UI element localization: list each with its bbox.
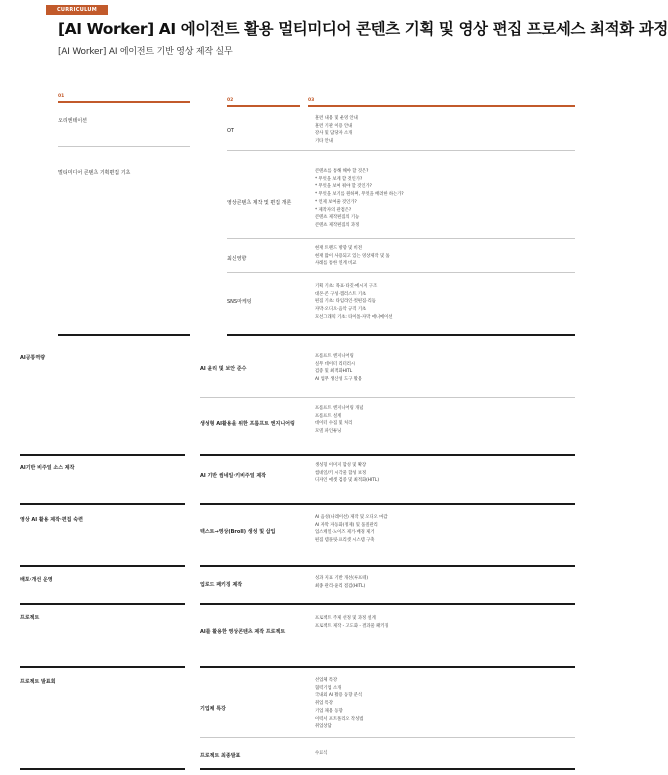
- unit-upload-packaging: 업로드 패키징 제작: [200, 582, 243, 588]
- unit-ai-video-project-details: 프로젝트 주제 선정 및 과정 설계 프로젝트 제작 - 고도화 - 결과물 패키징: [315, 616, 389, 629]
- column-number-1: 01: [58, 94, 65, 99]
- divider: [227, 272, 575, 273]
- section-divider: [227, 334, 575, 336]
- unit-video-editing-intro-details: 콘텐츠를 통해 해야 할 것은? * 무엇을 보게 할 것인가? * 무엇을 보여 줘야 할 것인가? * 무엇을 보기를 원하며, 무엇을 배려한 하는가? * 언제 보여줄 것인가? * 제작자의 관점은? 콘텐츠 제작편집의 기능 콘텐츠 제작편집의 과정: [315, 169, 404, 228]
- column-number-2: 02: [227, 98, 234, 103]
- section-divider: [200, 454, 575, 456]
- unit-final-presentation-details: 수료식: [315, 751, 328, 756]
- section-divider: [200, 603, 575, 605]
- unit-final-presentation: 프로젝트 최종발표: [200, 753, 241, 759]
- unit-ai-ethics: AI 윤리 및 보안 준수: [200, 366, 247, 372]
- module-orientation: 오리엔테이션: [58, 118, 87, 124]
- unit-ai-ethics-details: 프롬프트 엔지니어링 실무 데이터 리터러시 검증 및 최적화HITL AI 업무 생산성 도구 활용: [315, 354, 363, 383]
- unit-text-to-video: 텍스트→영상(Broll) 생성 및 삽입: [200, 529, 276, 535]
- page-subtitle: [AI Worker] AI 에이전트 기반 영상 제작 실무: [58, 47, 233, 57]
- module-multimedia-basics: 멀티미디어 콘텐츠 기획편집 기초: [58, 170, 131, 176]
- module-project-presentation: 프로젝트 발표회: [20, 679, 56, 685]
- section-divider: [20, 565, 185, 567]
- module-ai-visual-source: AI기반 비주얼 소스 제작: [20, 465, 75, 471]
- section-divider: [20, 503, 185, 505]
- unit-video-editing-intro: 영상콘텐츠 제작 및 편집 개론: [227, 200, 292, 206]
- unit-corporate-lecture: 기업체 특강: [200, 706, 226, 712]
- module-deploy-operation: 배포·개선 운영: [20, 577, 53, 583]
- page-title: [AI Worker] AI 에이전트 활용 멀티미디어 콘텐츠 기획 및 영상 편집 프로세스 최적화 과정: [58, 20, 668, 38]
- section-divider: [58, 334, 190, 336]
- column-header-rule-1: [58, 101, 190, 103]
- module-video-ai-editing: 영상 AI 활용 제작·편집 숙련: [20, 517, 83, 523]
- unit-ai-thumbnail: AI 기반 썸네일·키비주얼 제작: [200, 473, 266, 479]
- module-project: 프로젝트: [20, 615, 40, 621]
- section-divider: [200, 565, 575, 567]
- section-divider: [200, 503, 575, 505]
- unit-upload-packaging-details: 성과 지표 기반 개선(루프테) 최종 관리·윤리 점검(HITL): [315, 576, 369, 589]
- section-divider: [20, 603, 185, 605]
- unit-latest-trends-details: 현재 트렌드 방향 및 비전 현재 많이 사용되고 있는 영상제작 및 툴 사례를 통한 연계 비교: [315, 246, 390, 267]
- divider: [227, 150, 575, 151]
- section-divider: [20, 768, 185, 770]
- section-divider: [20, 454, 185, 456]
- unit-corporate-lecture-details: 선업체 특강 협력기업 소개 국내외 AI 활용 동향 분석 취업 특강 기업 채용 동향 이력서 포트폴리오 작성법 취업상담: [315, 678, 364, 730]
- unit-ot-details: 훈련 내용 및 운영 안내 훈련 기관 이용 안내 강사 및 담당자 소개 기타 안내: [315, 116, 358, 145]
- unit-sns-marketing: SNS마케팅: [227, 299, 252, 305]
- column-header-rule-3: [308, 105, 575, 107]
- divider: [58, 146, 190, 147]
- divider: [200, 737, 575, 738]
- unit-sns-marketing-details: 기획 기초: 목표·타깃·메시지 구조 대본·콘 구성·캡러스트 기초 편집 기초: 타임라인·컷편집·리듬 자막·오디오·음악 규격 기초 모션그래픽 기초: 타이틀·자막 애니메이션: [315, 284, 393, 320]
- module-ai-common: AI공통역량: [20, 355, 46, 361]
- column-number-3: 03: [308, 98, 315, 103]
- column-header-rule-2: [227, 105, 300, 107]
- section-divider: [200, 768, 575, 770]
- curriculum-badge: CURRICULUM: [46, 5, 108, 15]
- unit-ai-thumbnail-details: 생성형 이미지 합성 및 확장 썸네일/키 시각물 합성 보정 디자인 애셋 검증 및 최적화(HITL): [315, 463, 379, 484]
- unit-prompt-engineering-details: 프롬프트 엔지니어링 개념 프롬프트 설계 데이터 수집 및 처리 모델 파인튜닝: [315, 406, 364, 435]
- unit-prompt-engineering: 생성형 AI활용을 위한 프롬프트 엔지니어링: [200, 421, 295, 427]
- divider: [200, 397, 575, 398]
- section-divider: [20, 666, 185, 668]
- divider: [227, 238, 575, 239]
- section-divider: [200, 666, 575, 668]
- unit-ot: OT: [227, 128, 234, 134]
- unit-ai-video-project: AI를 활용한 영상콘텐츠 제작 프로젝트: [200, 629, 286, 635]
- unit-latest-trends: 최신영향: [227, 256, 247, 262]
- unit-text-to-video-details: AI 음성(나레이션) 제작 및 오디오 마감 AI 자막 자동화(정제) 및 품질관리 업스케일·노이즈 제거·배경 제거 편집 템플릿·프리셋 시스템 구축: [315, 515, 388, 544]
